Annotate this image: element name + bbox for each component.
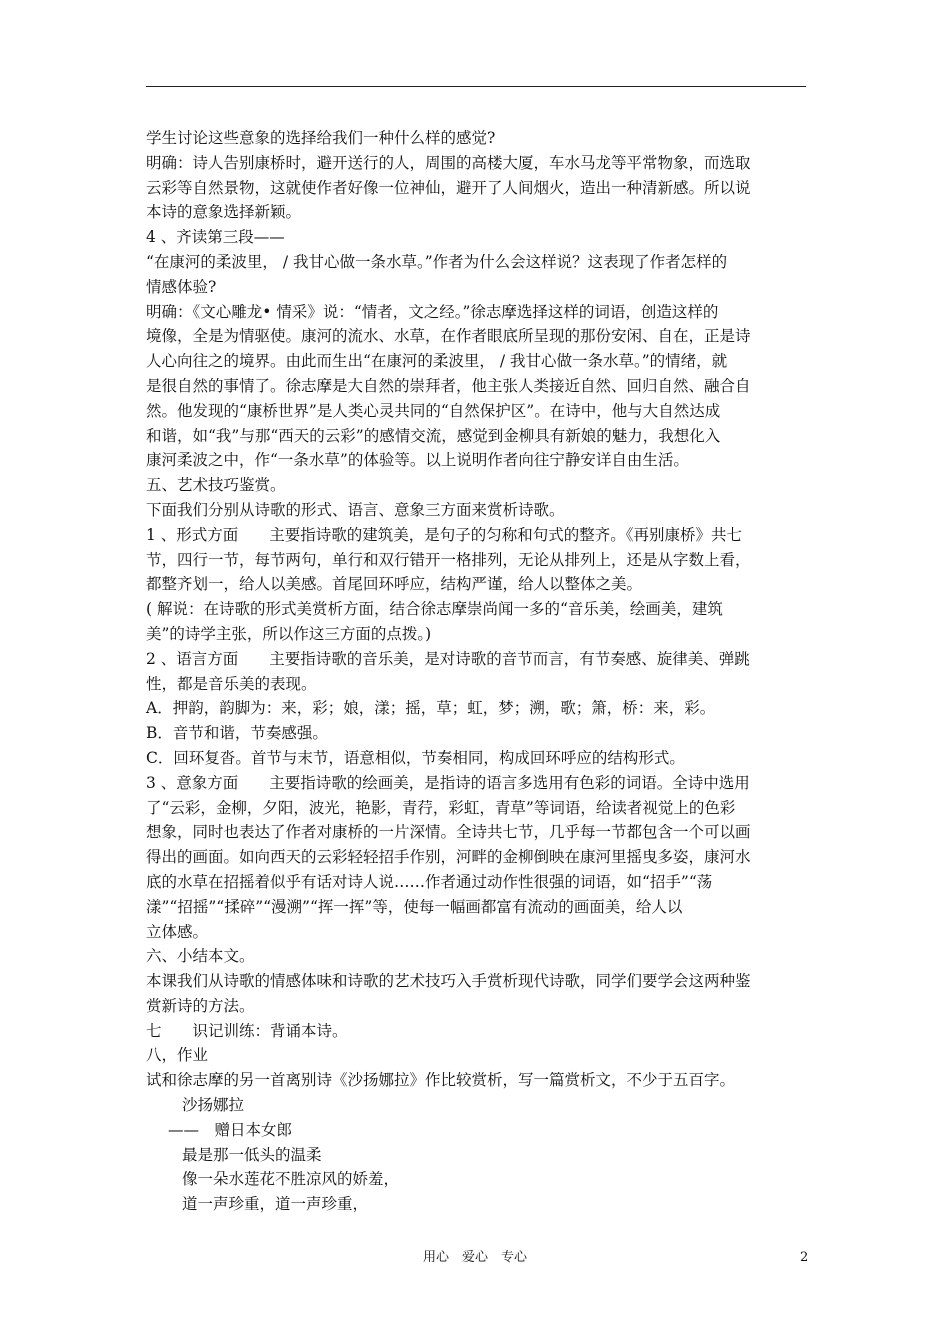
page-number: 2 [800, 1250, 809, 1265]
text-line: 然。他发现的“康桥世界”是人类心灵共同的“自然保护区”。在诗中，他与大自然达成 [146, 401, 721, 420]
text-line: 得出的画面。如向西天的云彩轻轻招手作别，河畔的金柳倒映在康河里摇曳多姿，康河水 [146, 848, 751, 867]
text-line: B．音节和谐，节奏感强。 [146, 724, 328, 743]
text-line: 3 、意象方面 主要指诗歌的绘画美，是指诗的语言多选用有色彩的词语。全诗中选用 [146, 773, 750, 792]
poem-line: 道一声珍重，道一声珍重， [182, 1195, 369, 1214]
section-heading: 七 识记训练：背诵本诗。 [146, 1021, 348, 1040]
text-line: 赏新诗的方法。 [146, 996, 255, 1015]
text-line: 是很自然的事情了。徐志摩是大自然的崇拜者，他主张人类接近自然、回归自然、融合自 [146, 376, 751, 395]
text-line: 性，都是音乐美的表现。 [146, 674, 317, 693]
text-line: 学生讨论这些意象的选择给我们一种什么样的感觉? [146, 129, 496, 147]
section-heading: 六、小结本文。 [146, 947, 255, 966]
header-rule [146, 86, 806, 87]
poem-line: 最是那一低头的温柔 [182, 1145, 322, 1164]
text-line: 明确：《文心雕龙• 情采》说：“情者，文之经。”徐志摩选择这样的词语，创造这样的 [146, 302, 719, 321]
text-line: 试和徐志摩的另一首离别诗《沙扬娜拉》作比较赏析，写一篇赏析文，不少于五百字。 [146, 1071, 736, 1090]
text-line: C．回环复沓。首节与末节，语意相似，节奏相同，构成回环呼应的结构形式。 [146, 748, 685, 767]
text-line: 都整齐划一，给人以美感。首尾回环呼应，结构严谨，给人以整体之美。 [146, 575, 643, 594]
text-line: 下面我们分别从诗歌的形式、语言、意象三方面来赏析诗歌。 [146, 500, 565, 519]
poem-line: 像一朵水莲花不胜凉风的娇羞， [182, 1170, 400, 1189]
text-line: “在康河的柔波里， / 我甘心做一条水草。”作者为什么会这样说？这表现了作者怎样的 [146, 252, 728, 271]
text-line: 境像，全是为情驱使。康河的流水、水草，在作者眼底所呈现的那份安闲、自在，正是诗 [146, 327, 751, 346]
text-line: 美”的诗学主张，所以作这三方面的点拨。) [146, 624, 432, 643]
poem-dedication: —— 赠日本女郎 [168, 1120, 293, 1139]
text-line: 人心向往之的境界。由此而生出“在康河的柔波里， / 我甘心做一条水草。”的情绪，就 [146, 352, 728, 371]
text-line: ( 解说：在诗歌的形式美赏析方面，结合徐志摩崇尚闻一多的“音乐美，绘画美，建筑 [146, 600, 723, 619]
text-line: 漾”“招摇”“揉碎”“漫溯”“挥一挥”等，使每一幅画都富有流动的画面美，给人以 [146, 897, 683, 916]
text-line: 本诗的意象选择新颖。 [146, 203, 302, 222]
text-line: 想象，同时也表达了作者对康桥的一片深情。全诗共七节，几乎每一节都包含一个可以画 [146, 823, 751, 842]
poem-title: 沙扬娜拉 [182, 1096, 245, 1115]
text-line: 立体感。 [146, 922, 209, 941]
text-line: 底的水草在招摇着似乎有话对诗人说……作者通过动作性很强的词语，如“招手”“荡 [146, 872, 713, 891]
text-line: 1 、形式方面 主要指诗歌的建筑美，是句子的匀称和句式的整齐。《再别康桥》共七 [146, 525, 743, 544]
text-line: 2 、语言方面 主要指诗歌的音乐美，是对诗歌的音节而言，有节奏感、旋律美、弹跳 [146, 649, 750, 668]
text-line: A．押韵，韵脚为：来，彩；娘，漾；摇，草；虹，梦；溯，歌；箫，桥：来，彩。 [146, 699, 716, 718]
footer-motto: 用心 爱心 专心 [422, 1250, 527, 1265]
text-line: 和谐，如“我”与那“西天的云彩”的感情交流，感觉到金柳具有新娘的魅力，我想化入 [146, 426, 721, 445]
section-heading: 4 、齐读第三段—— [146, 228, 285, 247]
section-heading: 五、艺术技巧鉴赏。 [146, 476, 286, 495]
text-line: 康河柔波之中，作“一条水草”的体验等。以上说明作者向往宁静安详自由生活。 [146, 451, 689, 470]
body-text [146, 126, 806, 1217]
text-line: 明确：诗人告别康桥时，避开送行的人，周围的高楼大厦，车水马龙等平常物象，而选取 [146, 153, 751, 172]
text-line: 云彩等自然景物，这就使作者好像一位神仙，避开了人间烟火，造出一种清新感。所以说 [146, 178, 751, 197]
text-line: 了“云彩，金柳，夕阳，波光，艳影，青荇，彩虹，青草”等词语，给读者视觉上的色彩 [146, 798, 736, 817]
text-line: 节，四行一节，每节两句，单行和双行错开一格排列，无论从排列上，还是从字数上看， [146, 550, 751, 569]
text-line: 本课我们从诗歌的情感体味和诗歌的艺术技巧入手赏析现代诗歌，同学们要学会这两种鉴 [146, 972, 751, 991]
text-line: 情感体验? [146, 277, 217, 296]
section-heading: 八，作业 [146, 1046, 209, 1065]
